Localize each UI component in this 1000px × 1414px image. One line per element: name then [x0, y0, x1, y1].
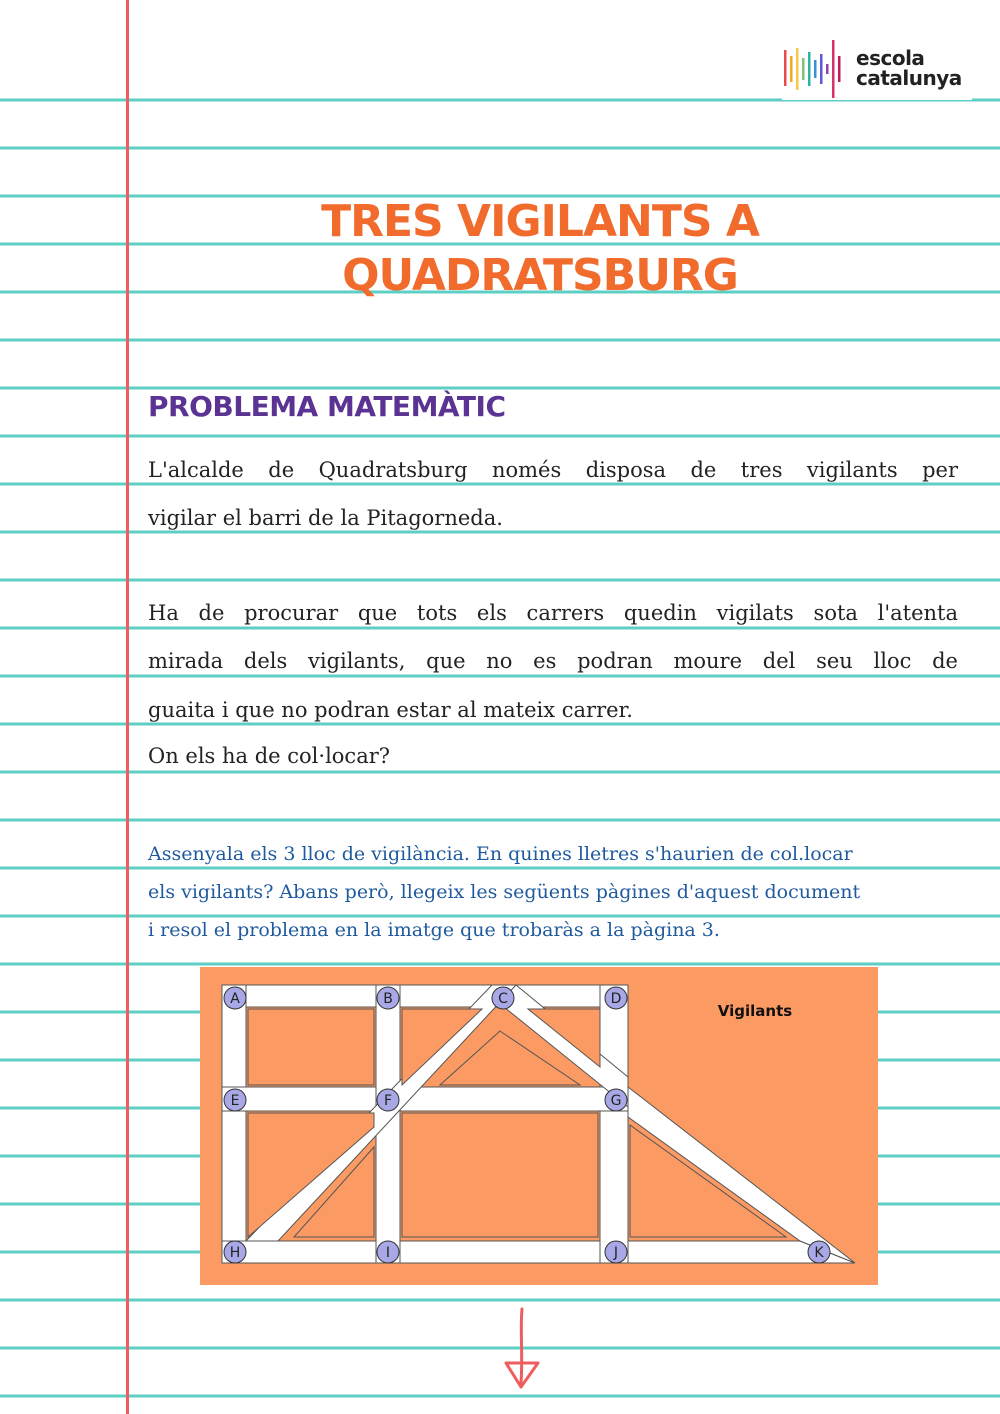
- svg-text:I: I: [385, 1245, 391, 1261]
- svg-text:E: E: [230, 1093, 240, 1109]
- down-arrow-icon: [500, 1305, 545, 1395]
- node-h[interactable]: [224, 1241, 246, 1263]
- problem-question: On els ha de col·locar?: [148, 744, 391, 768]
- node-i[interactable]: [377, 1241, 399, 1263]
- problem-text-line: Ha de procurar que tots els carrers quedin vigilats sota l'atenta: [148, 601, 958, 625]
- problem-text-line: mirada dels vigilants, que no es podran moure del seu lloc de: [148, 649, 958, 673]
- page-title-line-2: QUADRATSBURG: [342, 250, 738, 301]
- instruction-line: els vigilants? Abans però, llegeix les següents pàgines d'aquest document: [148, 881, 861, 903]
- node-j[interactable]: [605, 1241, 627, 1263]
- escola-catalunya-logo: [782, 38, 972, 100]
- problem-text-line: vigilar el barri de la Pitagorneda.: [148, 506, 503, 530]
- problem-text-line: L'alcalde de Quadratsburg només disposa de tres vigilants per: [148, 458, 958, 482]
- margin-line: [126, 0, 129, 1414]
- node-c[interactable]: [492, 987, 514, 1009]
- instruction-line: i resol el problema en la imatge que trobaràs a la pàgina 3.: [148, 919, 720, 941]
- svg-text:J: J: [613, 1245, 619, 1261]
- node-e[interactable]: [224, 1089, 246, 1111]
- instruction-line: Assenyala els 3 lloc de vigilància. En quines lletres s'haurien de col.locar: [148, 843, 853, 865]
- page-title-line-1: TRES VIGILANTS A: [321, 196, 759, 247]
- svg-text:F: F: [383, 1093, 393, 1109]
- svg-text:K: K: [814, 1245, 824, 1261]
- node-d[interactable]: [605, 987, 627, 1009]
- node-k[interactable]: [808, 1241, 830, 1263]
- logo-line-1: escola: [856, 46, 925, 70]
- map-legend: Vigilants: [717, 1002, 793, 1020]
- svg-text:D: D: [610, 991, 622, 1007]
- node-f[interactable]: [377, 1089, 399, 1111]
- sound-bars-icon: [782, 38, 852, 100]
- section-heading: PROBLEMA MATEMÀTIC: [148, 390, 506, 423]
- svg-text:H: H: [229, 1245, 241, 1261]
- node-a[interactable]: [224, 987, 246, 1009]
- svg-text:C: C: [498, 991, 508, 1007]
- logo-line-2: catalunya: [856, 66, 962, 90]
- node-g[interactable]: [605, 1089, 627, 1111]
- svg-text:G: G: [610, 1093, 622, 1109]
- svg-text:A: A: [230, 991, 240, 1007]
- node-b[interactable]: [377, 987, 399, 1009]
- problem-text-line: guaita i que no podran estar al mateix carrer.: [148, 698, 633, 722]
- street-map: [200, 967, 878, 1285]
- svg-text:B: B: [383, 991, 393, 1007]
